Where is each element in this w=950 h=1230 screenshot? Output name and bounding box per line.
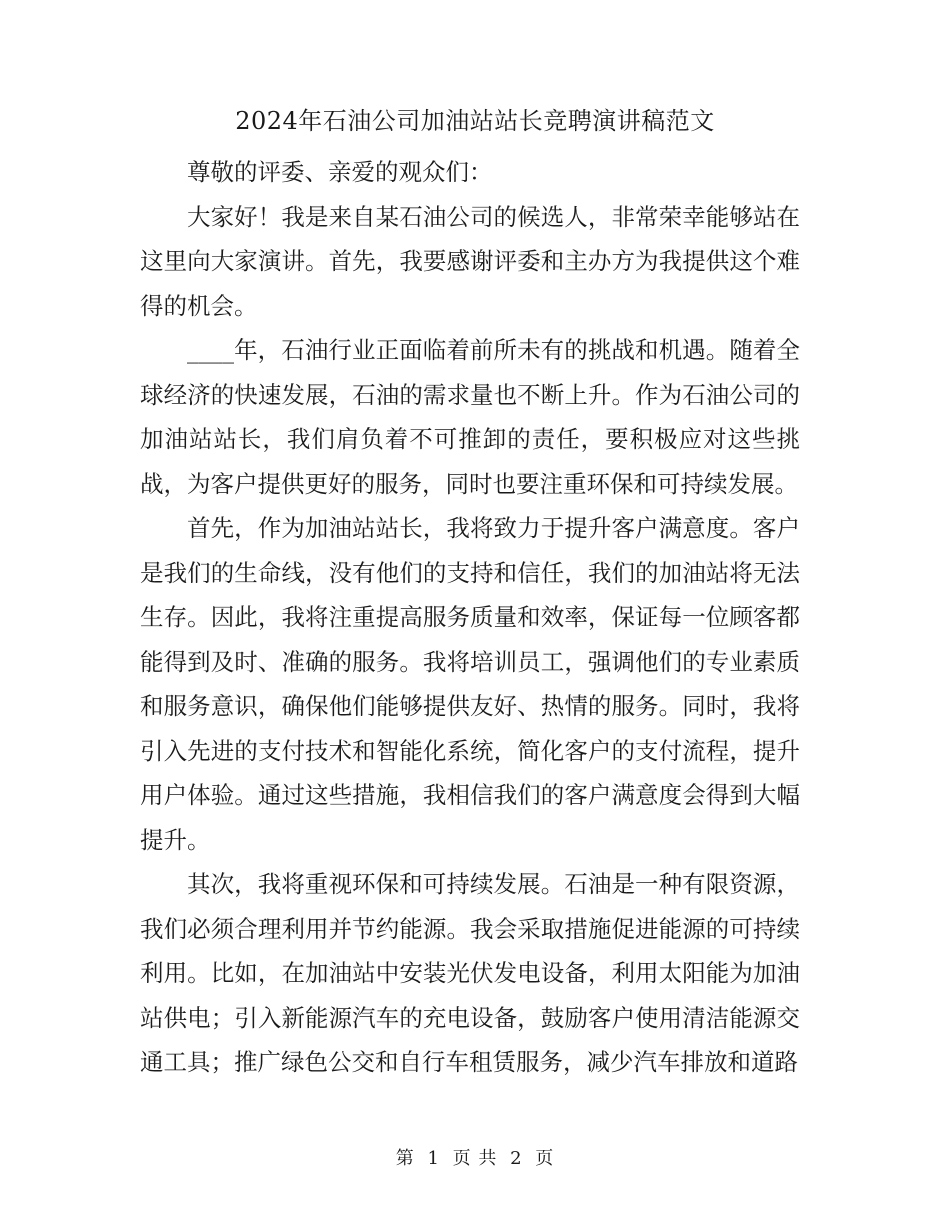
footer-suffix: 页 (535, 1148, 555, 1169)
document-body (140, 150, 800, 1085)
footer-prefix: 第 (395, 1148, 415, 1169)
document-title: 2024年石油公司加油站站长竞聘演讲稿范文 (235, 107, 715, 135)
paragraph-environment: 其次，我将重视环保和可持续发展。石油是一种有限资源，我们必须合理利用并节约能源。我会采取措施促进能源的可持续利用。比如，在加油站中安装光伏发电设备，利用太阳能为加油站供电；引入新能源汽车的充电设备，鼓励客户使用清洁能源交通工具；推广绿色公交和自行车租赁服务，减少汽车排放和道路 (140, 870, 800, 1076)
paragraph-industry: ____年，石油行业正面临着前所未有的挑战和机遇。随着全球经济的快速发展，石油的需求量也不断上升。作为石油公司的加油站站长，我们肩负着不可推卸的责任，要积极应对这些挑战，为客户提供更好的服务，同时也要注重环保和可持续发展。 (140, 336, 800, 498)
footer-page-number: 1 (427, 1148, 440, 1169)
footer-middle: 页 共 (452, 1148, 498, 1169)
paragraph-greeting: 尊敬的评委、亲爱的观众们： (187, 158, 493, 186)
page-footer (0, 1146, 950, 1172)
paragraph-customer-satisfaction: 首先，作为加油站站长，我将致力于提升客户满意度。客户是我们的生命线，没有他们的支持和信任，我们的加油站将无法生存。因此，我将注重提高服务质量和效率，保证每一位顾客都能得到及时、准确的服务。我将培训员工，强调他们的专业素质和服务意识，确保他们能够提供友好、热情的服务。同时，我将引入先进的支付技术和智能化系统，简化客户的支付流程，提升用户体验。通过这些措施，我相信我们的客户满意度会得到大幅提升。 (140, 514, 800, 854)
footer-total-pages: 2 (510, 1148, 523, 1169)
paragraph-intro: 大家好！我是来自某石油公司的候选人，非常荣幸能够站在这里向大家演讲。首先，我要感谢评委和主办方为我提供这个难得的机会。 (140, 202, 800, 320)
